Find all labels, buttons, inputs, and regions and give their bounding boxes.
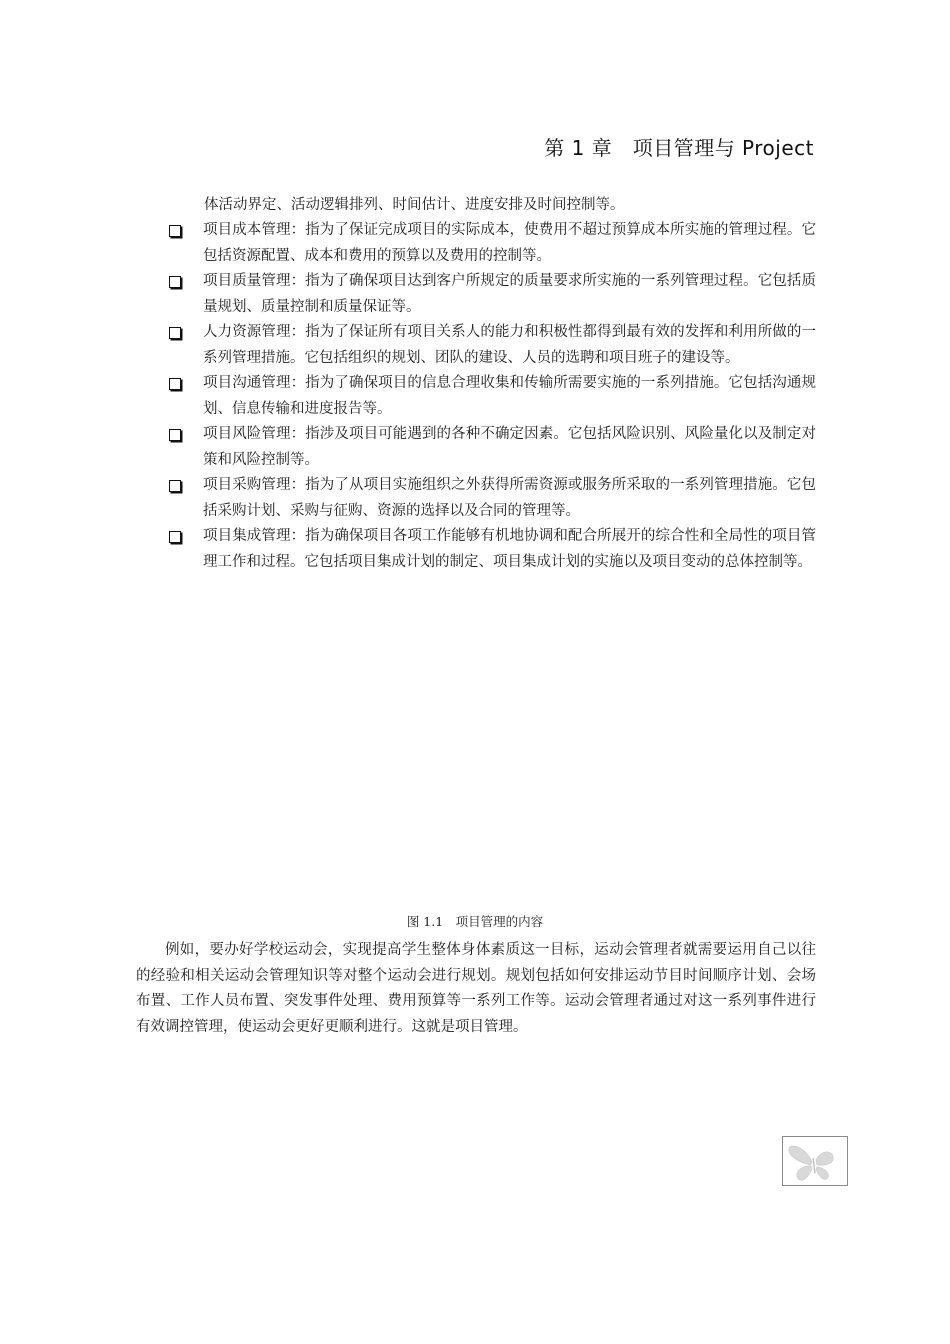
list-item-text: 项目质量管理：指为了确保项目达到客户所规定的质量要求所实施的一系列管理过程。它包括质量规划、质量控制和质量保证等。 bbox=[203, 273, 816, 315]
list-item-text: 项目风险管理：指涉及项目可能遇到的各种不确定因素。它包括风险识别、风险量化以及制定对策和风险控制等。 bbox=[203, 426, 816, 468]
management-bullet-list bbox=[166, 218, 816, 575]
checkbox-bullet-icon bbox=[169, 429, 181, 441]
body-paragraph: 例如，要办好学校运动会，实现提高学生整体身体素质这一目标，运动会管理者就需要运用自己以往的经验和相关运动会管理知识等对整个运动会进行规划。规划包括如何安排运动节目时间顺序计划、会场布置、工作人员布置、突发事件处理、费用预算等一系列工作等。运动会管理者通过对这一系列事件进行有效调控管理，使运动会更好更顺利进行。这就是项目管理。 bbox=[136, 942, 816, 1035]
figure-caption: 图 1.1 项目管理的内容 bbox=[406, 914, 544, 929]
list-item bbox=[166, 269, 816, 320]
checkbox-bullet-icon bbox=[169, 276, 181, 288]
continuation-text: 体活动界定、活动逻辑排列、时间估计、进度安排及时间控制等。 bbox=[204, 197, 625, 213]
checkbox-bullet-icon bbox=[169, 378, 181, 390]
list-item bbox=[166, 524, 816, 575]
list-item-text: 项目沟通管理：指为了确保项目的信息合理收集和传输所需要实施的一系列措施。它包括沟通规划、信息传输和进度报告等。 bbox=[203, 375, 816, 417]
list-item bbox=[166, 473, 816, 524]
list-item bbox=[166, 320, 816, 371]
list-item-text: 人力资源管理：指为了保证所有项目关系人的能力和积极性都得到最有效的发挥和利用所做的一系列管理措施。它包括组织的规划、团队的建设、人员的选聘和项目班子的建设等。 bbox=[203, 324, 816, 366]
checkbox-bullet-icon bbox=[169, 225, 181, 237]
list-item bbox=[166, 218, 816, 269]
list-item-text: 项目采购管理：指为了从项目实施组织之外获得所需资源或服务所采取的一系列管理措施。它包括采购计划、采购与征购、资源的选择以及合同的管理等。 bbox=[203, 477, 816, 519]
list-item bbox=[166, 371, 816, 422]
butterfly-icon bbox=[783, 1137, 847, 1185]
list-item bbox=[166, 422, 816, 473]
checkbox-bullet-icon bbox=[169, 480, 181, 492]
list-item-text: 项目成本管理：指为了保证完成项目的实际成本，使费用不超过预算成本所实施的管理过程。它包括资源配置、成本和费用的预算以及费用的控制等。 bbox=[203, 222, 816, 264]
checkbox-bullet-icon bbox=[169, 531, 181, 543]
list-item-text: 项目集成管理：指为确保项目各项工作能够有机地协调和配合所展开的综合性和全局性的项目管理工作和过程。它包括项目集成计划的制定、项目集成计划的实施以及项目变动的总体控制等。 bbox=[203, 528, 816, 570]
chapter-header: 第 1 章 项目管理与 Project bbox=[544, 136, 814, 160]
publisher-logo bbox=[782, 1136, 848, 1186]
figure-placeholder bbox=[136, 630, 816, 900]
checkbox-bullet-icon bbox=[169, 327, 181, 339]
